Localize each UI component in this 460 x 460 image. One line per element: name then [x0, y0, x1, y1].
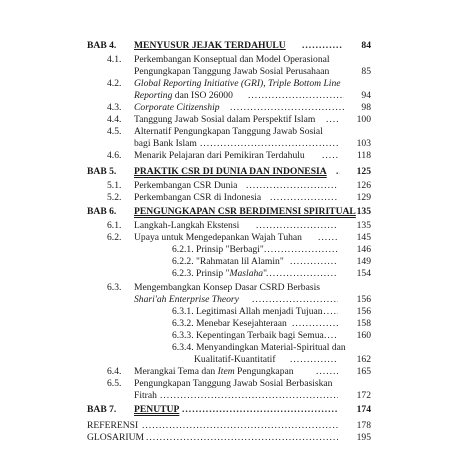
section-number: 5.1. — [107, 180, 122, 191]
section-number: 6.1. — [107, 220, 122, 231]
section-title: Perkembangan Konseptual dan Model Operasional — [134, 54, 330, 65]
toc-section-4-1 — [0, 54, 460, 66]
page-number: 118 — [356, 150, 371, 161]
toc-subsection-6-3-3 — [0, 330, 460, 342]
toc-section-4-4 — [0, 114, 460, 126]
toc-chapter-5 — [0, 166, 460, 178]
chapter-title: PRAKTIK CSR DI DUNIA DAN INDONESIA — [134, 166, 327, 177]
section-title-cont: Reporting dan ISO 26000 — [134, 90, 233, 101]
section-number: 6.4. — [107, 366, 122, 377]
page-number: 145 — [356, 232, 371, 243]
page-number: 162 — [356, 354, 371, 365]
section-number: 4.1. — [107, 54, 122, 65]
chapter-number: BAB 4. — [87, 40, 117, 51]
subsection-title: 6.3.2. Menebar Kesejahteraan — [172, 318, 287, 329]
page-number: 146 — [356, 244, 371, 255]
toc-subsection-6-2-1 — [0, 244, 460, 256]
subsection-title: 6.3.4. Menyandingkan Material-Spiritual dan — [172, 342, 346, 353]
dot-leader — [316, 366, 338, 378]
dot-leader — [142, 420, 338, 432]
toc-section-4-5-cont — [0, 138, 460, 150]
toc-subsection-6-3-4 — [0, 342, 460, 354]
section-title: Pengungkapan Tanggung Jawab Sosial Berbasiskan — [134, 378, 333, 389]
page-number: 195 — [356, 432, 371, 443]
toc-section-4-5 — [0, 126, 460, 138]
section-title: Alternatif Pengungkapan Tanggung Jawab Sosial — [134, 126, 323, 137]
toc-glosarium — [0, 432, 460, 444]
page-number: 98 — [361, 102, 371, 113]
toc-section-6-1 — [0, 220, 460, 232]
dot-leader — [160, 390, 338, 402]
page-number: 154 — [356, 268, 371, 279]
toc-section-5-2 — [0, 192, 460, 204]
page-number: 160 — [356, 330, 371, 341]
dot-leader — [246, 180, 338, 192]
dot-leader — [264, 244, 338, 256]
dot-leader — [290, 256, 338, 268]
back-matter-title: GLOSARIUM — [87, 432, 145, 443]
page-number: 85 — [361, 66, 371, 77]
subsection-title: 6.2.2. "Rahmatan lil Alamin" — [172, 256, 284, 267]
section-title: Global Reporting Initiative (GRI), Triple Bottom Line — [134, 78, 341, 89]
dot-leader — [270, 192, 338, 204]
toc-referensi — [0, 420, 460, 432]
section-title: Menarik Pelajaran dari Pemikiran Terdahulu — [134, 150, 305, 161]
toc-section-4-2 — [0, 78, 460, 90]
section-title: Merangkai Tema dan Item Pengungkapan — [134, 366, 294, 377]
dot-leader — [266, 268, 338, 280]
toc-section-6-5 — [0, 378, 460, 390]
toc-subsection-6-3-2 — [0, 318, 460, 330]
page-number: 156 — [356, 294, 371, 305]
section-title: Upaya untuk Mengedepankan Wajah Tuhan — [134, 232, 302, 243]
section-title: Corporate Citizenship — [134, 102, 220, 113]
dot-leader — [336, 166, 340, 178]
toc-section-6-3-cont — [0, 294, 460, 306]
subsection-title: 6.2.1. Prinsip "Berbagi" — [172, 244, 264, 255]
dot-leader — [302, 40, 342, 52]
section-title-cont: bagi Bank Islam — [134, 138, 197, 149]
dot-leader — [290, 354, 338, 366]
toc-subsection-6-2-3 — [0, 268, 460, 280]
section-title: Perkembangan CSR di Indonesia — [134, 192, 262, 203]
section-title-cont: Pengungkapan Tanggung Jawab Sosial Perusahaan — [134, 66, 330, 77]
page-number: 129 — [356, 192, 371, 203]
dot-leader — [248, 90, 344, 102]
dot-leader — [326, 114, 338, 126]
toc-section-4-3 — [0, 102, 460, 114]
section-number: 4.5. — [107, 126, 122, 137]
toc-subsection-6-3-4-cont — [0, 354, 460, 366]
page-number: 126 — [356, 180, 371, 191]
dot-leader — [146, 432, 338, 444]
page-number: 156 — [356, 306, 371, 317]
page-number: 149 — [356, 256, 371, 267]
chapter-number: BAB 7. — [87, 404, 117, 415]
section-number: 6.2. — [107, 232, 122, 243]
chapter-title: PENUTUP — [134, 404, 180, 415]
toc-section-6-2 — [0, 232, 460, 244]
section-number: 4.3. — [107, 102, 122, 113]
dot-leader — [252, 294, 338, 306]
page-number: 178 — [356, 420, 371, 431]
page-number: 158 — [356, 318, 371, 329]
section-number: 5.2. — [107, 192, 122, 203]
dot-leader — [322, 150, 338, 162]
dot-leader — [200, 138, 338, 150]
page-number: 165 — [356, 366, 371, 377]
subsection-title: 6.2.3. Prinsip "Maslaha" — [172, 268, 267, 279]
section-title: Langkah-Langkah Ekstensi — [134, 220, 240, 231]
page-number: 125 — [356, 166, 371, 177]
page-number: 135 — [356, 206, 371, 217]
subsection-title: 6.3.1. Legitimasi Allah menjadi Tujuan — [172, 306, 323, 317]
section-title: Tanggung Jawab Sosial dalam Perspektif Islam — [134, 114, 316, 125]
dot-leader — [324, 330, 338, 342]
toc-chapter-4 — [0, 40, 460, 52]
section-number: 4.2. — [107, 78, 122, 89]
section-number: 6.3. — [107, 282, 122, 293]
chapter-title: MENYUSUR JEJAK TERDAHULU — [134, 40, 286, 51]
toc-section-6-3 — [0, 282, 460, 294]
toc-chapter-7 — [0, 404, 460, 416]
dot-leader — [318, 232, 338, 244]
toc-section-6-5-cont — [0, 390, 460, 402]
section-number: 4.4. — [107, 114, 122, 125]
page-number: 103 — [356, 138, 371, 149]
page-number: 174 — [356, 404, 371, 415]
section-number: 6.5. — [107, 378, 122, 389]
toc-chapter-6 — [0, 206, 460, 218]
toc-subsection-6-2-2 — [0, 256, 460, 268]
toc-section-4-1-cont — [0, 66, 460, 78]
subsection-title: 6.3.3. Kepentingan Terbaik bagi Semua — [172, 330, 324, 341]
toc-subsection-6-3-1 — [0, 306, 460, 318]
subsection-title-cont: Kualitatif-Kuantitatif — [194, 354, 276, 365]
section-title-cont: Fitrah — [134, 390, 157, 401]
page-number: 84 — [361, 40, 371, 51]
toc-section-4-6 — [0, 150, 460, 162]
chapter-number: BAB 5. — [87, 166, 117, 177]
section-title: Mengembangkan Konsep Dasar CSRD Berbasis — [134, 282, 320, 293]
page-number: 94 — [361, 90, 371, 101]
section-number: 4.6. — [107, 150, 122, 161]
toc-section-4-2-cont — [0, 90, 460, 102]
toc-section-5-1 — [0, 180, 460, 192]
dot-leader — [292, 318, 338, 330]
section-title: Perkembangan CSR Dunia — [134, 180, 238, 191]
dot-leader — [256, 220, 338, 232]
section-title-cont: Shari'ah Enterprise Theory — [134, 294, 239, 305]
chapter-title: PENGUNGKAPAN CSR BERDIMENSI SPIRITUAL — [134, 206, 356, 217]
page-number: 172 — [356, 390, 371, 401]
dot-leader — [320, 306, 338, 318]
chapter-number: BAB 6. — [87, 206, 117, 217]
dot-leader — [230, 102, 344, 114]
page-number: 135 — [356, 220, 371, 231]
dot-leader — [182, 404, 338, 416]
toc-section-6-4 — [0, 366, 460, 378]
back-matter-title: REFERENSI — [87, 420, 139, 431]
page-number: 100 — [356, 114, 371, 125]
